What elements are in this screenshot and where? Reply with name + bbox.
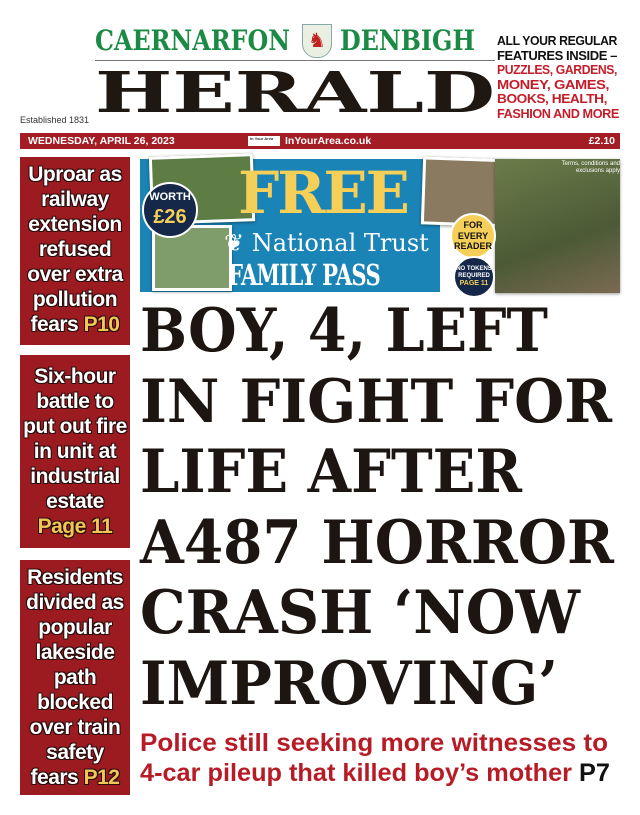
established-text: Established 1831 [20, 115, 90, 125]
main-headline[interactable] [140, 296, 620, 719]
promo-free: FREE [238, 159, 408, 227]
page-ref: P7 [579, 759, 610, 787]
text-line: MONEY, GAMES, [497, 77, 609, 92]
text-line: ALL YOUR REGULAR [497, 34, 617, 48]
every-reader-badge: FOR EVERY READER [450, 213, 496, 259]
page-ref: P10 [83, 313, 120, 336]
features-promo [497, 34, 622, 122]
sidebar-story-lakeside[interactable]: Residents divided as popular lakeside path blocked over train safety fears P12 [20, 560, 130, 795]
text-line: IMPROVING’ [140, 648, 558, 719]
text-line: LIFE AFTER [140, 437, 522, 507]
text-line: FAMILY PASS [228, 258, 380, 292]
text-line: BOY, 4, LEFT [140, 296, 548, 366]
page-ref: P12 [83, 766, 120, 789]
masthead-left: CAERNARFON [95, 24, 290, 57]
inyourarea-logo: In Your Area [248, 136, 280, 146]
text-line: 4-car pileup that killed boy’s mother P7 [140, 759, 610, 787]
text-line: CRASH ‘NOW [140, 578, 580, 648]
welsh-dragon-crest-icon: ♞ [302, 24, 332, 58]
text-line: HERALD [95, 60, 495, 126]
national-trust-brand: ❦ National Trust [224, 229, 429, 257]
masthead-title [95, 60, 495, 126]
page-ref: Page 11 [37, 515, 113, 538]
dateline-bar [20, 133, 620, 149]
text-line: A487 HORROR [140, 507, 614, 578]
terms-note: Terms, conditions and exclusions apply [561, 161, 620, 174]
national-trust-promo[interactable] [140, 155, 620, 293]
sidebar-story-fire[interactable]: Six-hour battle to put out fire in unit at industrial estate Page 11 [20, 355, 130, 548]
masthead-right: DENBIGH [340, 24, 475, 57]
family-photo [495, 159, 620, 293]
text-line: BOOKS, HEALTH, [497, 92, 607, 107]
no-tokens-badge: NO TOKENS REQUIRED PAGE 11 [453, 256, 495, 298]
sidebar-story-railway[interactable]: Uproar as railway extension refused over extra pollution fears P10 [20, 157, 130, 345]
subheadline [140, 728, 620, 788]
text-line: IN FIGHT FOR [140, 366, 612, 437]
date: WEDNESDAY, APRIL 26, 2023 [28, 135, 175, 147]
text-line: FEATURES INSIDE – [497, 48, 617, 63]
masthead-towns [95, 22, 495, 58]
worth-badge: WORTH £26 [142, 182, 198, 238]
text-line: PUZZLES, GARDENS, [497, 63, 617, 78]
text-line: Police still seeking more witnesses to [140, 729, 608, 757]
website-link[interactable]: InYourArea.co.uk [285, 135, 372, 147]
oak-leaf-icon: ❦ [224, 229, 245, 257]
price: £2.10 [588, 135, 615, 147]
text-line: FASHION AND MORE [497, 106, 619, 121]
promo-pass [228, 258, 438, 292]
